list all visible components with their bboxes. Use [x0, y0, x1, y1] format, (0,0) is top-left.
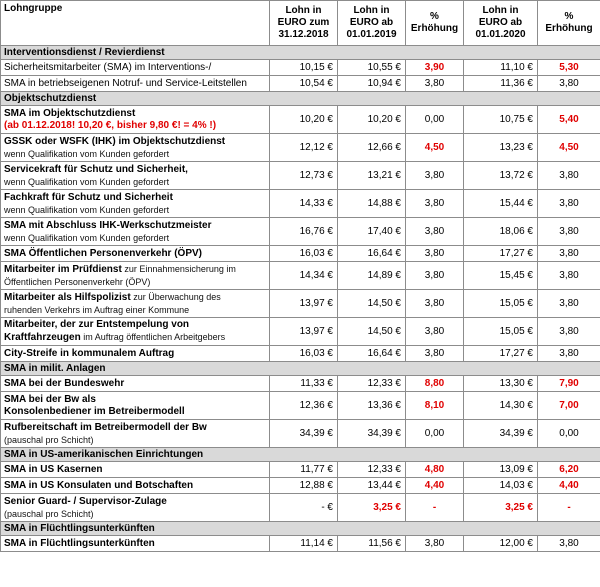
wage-2018-cell: 14,33 €	[270, 190, 338, 218]
wage-group-cell	[1, 478, 270, 494]
increase-2019-cell: 3,80	[406, 162, 464, 190]
wage-group-note: (pauschal pro Schicht)	[4, 508, 94, 519]
wage-2019-cell: 12,33 €	[338, 462, 406, 478]
wage-group-cell	[1, 190, 270, 218]
wage-2018-cell: 13,97 €	[270, 318, 338, 346]
wage-2018-cell: 34,39 €	[270, 420, 338, 448]
wage-group-label: Mitarbeiter als Hilfspolizist	[4, 292, 131, 303]
increase-2019-cell: -	[406, 494, 464, 522]
wage-2019-cell: 14,50 €	[338, 290, 406, 318]
table-row	[1, 478, 600, 494]
increase-2019-cell: 3,80	[406, 318, 464, 346]
increase-2020-cell: 5,30	[538, 60, 600, 76]
wage-group-cell	[1, 392, 270, 420]
wage-group-cell	[1, 262, 270, 290]
increase-2020-cell: 4,50	[538, 134, 600, 162]
wage-2019-cell: 13,21 €	[338, 162, 406, 190]
wage-group-label: SMA in US Kasernen	[4, 463, 103, 475]
section-header-row	[1, 362, 600, 376]
wage-2018-cell: 12,88 €	[270, 478, 338, 494]
wage-group-label: SMA mit Abschluss IHK-Werkschutzmeister	[4, 219, 212, 231]
wage-2020-cell: 18,06 €	[464, 218, 538, 246]
header-group: Lohngruppe	[1, 1, 270, 46]
increase-2020-cell: 3,80	[538, 318, 600, 346]
wage-2020-cell: 15,44 €	[464, 190, 538, 218]
wage-group-label: Senior Guard- / Supervisor-Zulage	[4, 495, 167, 507]
wage-2019-cell: 14,89 €	[338, 262, 406, 290]
section-label: Interventionsdienst / Revierdienst	[1, 46, 600, 60]
wage-2020-cell: 11,36 €	[464, 76, 538, 92]
wage-2020-cell: 13,09 €	[464, 462, 538, 478]
wage-group-note: wenn Qualifikation vom Kunden gefordert	[4, 176, 170, 187]
increase-2020-cell: 6,20	[538, 462, 600, 478]
wage-group-cell	[1, 162, 270, 190]
increase-2020-cell: 3,80	[538, 190, 600, 218]
header-increase-2019: % Erhöhung	[406, 1, 464, 46]
wage-group-label: City-Streife in kommunalem Auftrag	[4, 347, 175, 359]
wage-group-label: SMA in US Konsulaten und Botschaften	[4, 479, 194, 491]
wage-2018-cell: 10,54 €	[270, 76, 338, 92]
wage-group-label: SMA im Objektschutzdienst	[4, 107, 136, 119]
wage-2018-cell: 14,34 €	[270, 262, 338, 290]
wage-group-cell	[1, 218, 270, 246]
wage-group-label: Mitarbeiter im Prüfdienst	[4, 264, 122, 275]
table-row	[1, 60, 600, 76]
increase-2020-cell: 3,80	[538, 218, 600, 246]
wage-2019-cell: 14,88 €	[338, 190, 406, 218]
wage-2019-cell: 17,40 €	[338, 218, 406, 246]
wage-2020-cell: 15,05 €	[464, 318, 538, 346]
header-row	[1, 1, 600, 46]
wage-2020-cell: 14,30 €	[464, 392, 538, 420]
wage-2018-cell: 12,73 €	[270, 162, 338, 190]
wage-group-label: SMA bei der Bundeswehr	[4, 377, 125, 389]
increase-2019-cell: 3,90	[406, 60, 464, 76]
increase-2019-cell: 3,80	[406, 290, 464, 318]
wage-group-label: SMA Öffentlichen Personenverkehr (ÖPV)	[4, 247, 203, 259]
wage-group-line	[4, 263, 266, 276]
wage-group-label-cont: Konsolenbediener im Betreibermodell	[4, 405, 185, 417]
wage-group-note: wenn Qualifikation vom Kunden gefordert	[4, 148, 170, 159]
wage-group-cell	[1, 134, 270, 162]
wage-group-label: Rufbereitschaft im Betreibermodell der Bw	[4, 421, 207, 433]
increase-2019-cell: 3,80	[406, 346, 464, 362]
wage-2019-cell: 10,20 €	[338, 106, 406, 134]
wage-group-cell	[1, 536, 270, 552]
wage-group-note-cont: ruhenden Verkehrs im Auftrag einer Kommune	[4, 305, 190, 315]
wage-2019-cell: 16,64 €	[338, 246, 406, 262]
wage-group-line	[4, 291, 266, 304]
section-header-row	[1, 92, 600, 106]
increase-2019-cell: 3,80	[406, 246, 464, 262]
wage-2019-cell: 14,50 €	[338, 318, 406, 346]
wage-2020-cell: 17,27 €	[464, 246, 538, 262]
wage-group-label-cont: Kraftfahrzeugen	[4, 332, 81, 343]
wage-2018-cell: 12,12 €	[270, 134, 338, 162]
section-header-row	[1, 46, 600, 60]
table-row	[1, 134, 600, 162]
wage-group-label: Mitarbeiter, der zur Entstempelung von	[4, 319, 190, 330]
wage-2018-cell: 11,33 €	[270, 376, 338, 392]
wage-group-label: Servicekraft für Schutz und Sicherheit,	[4, 163, 188, 175]
wage-2019-cell: 13,44 €	[338, 478, 406, 494]
wage-2020-cell: 11,10 €	[464, 60, 538, 76]
wage-group-cell	[1, 76, 270, 92]
increase-2020-cell: 3,80	[538, 246, 600, 262]
table-row	[1, 162, 600, 190]
wage-2019-cell: 3,25 €	[338, 494, 406, 522]
wage-2020-cell: 13,30 €	[464, 376, 538, 392]
increase-2019-cell: 8,80	[406, 376, 464, 392]
wage-2020-cell: 13,72 €	[464, 162, 538, 190]
wage-2020-cell: 14,03 €	[464, 478, 538, 494]
wage-group-cell	[1, 420, 270, 448]
section-label: SMA in US-amerikanischen Einrichtungen	[1, 448, 600, 462]
increase-2020-cell: 3,80	[538, 76, 600, 92]
wage-group-label: SMA bei der Bw als	[4, 393, 96, 405]
table-row	[1, 106, 600, 134]
increase-2019-cell: 0,00	[406, 106, 464, 134]
increase-2020-cell: 3,80	[538, 290, 600, 318]
wage-2018-cell: 16,03 €	[270, 346, 338, 362]
table-row	[1, 376, 600, 392]
wage-group-cell	[1, 106, 270, 134]
increase-2020-cell: -	[538, 494, 600, 522]
wage-group-cell	[1, 60, 270, 76]
wage-group-label: SMA in Flüchtlingsunterkünften	[4, 537, 155, 549]
table-row	[1, 76, 600, 92]
increase-2019-cell: 8,10	[406, 392, 464, 420]
wage-group-note: (pauschal pro Schicht)	[4, 434, 94, 445]
increase-2019-cell: 3,80	[406, 536, 464, 552]
wage-group-cell	[1, 346, 270, 362]
wage-group-label: GSSK oder WSFK (IHK) im Objektschutzdienst	[4, 135, 226, 147]
wage-2018-cell: 16,03 €	[270, 246, 338, 262]
increase-2020-cell: 4,40	[538, 478, 600, 494]
wage-2018-cell: 10,15 €	[270, 60, 338, 76]
table-body	[1, 46, 600, 552]
header-increase-2020: % Erhöhung	[538, 1, 600, 46]
header-wage-2020: Lohn in EURO ab 01.01.2020	[464, 1, 538, 46]
wage-2019-cell: 11,56 €	[338, 536, 406, 552]
wage-2020-cell: 15,45 €	[464, 262, 538, 290]
table-row	[1, 290, 600, 318]
wage-2018-cell: 16,76 €	[270, 218, 338, 246]
increase-2020-cell: 0,00	[538, 420, 600, 448]
wage-group-note: im Auftrag öffentlichen Arbeitgebers	[80, 332, 226, 342]
wage-2020-cell: 34,39 €	[464, 420, 538, 448]
wage-group-cell	[1, 376, 270, 392]
increase-2019-cell: 0,00	[406, 420, 464, 448]
section-label: SMA in milit. Anlagen	[1, 362, 600, 376]
wage-2018-cell: 13,97 €	[270, 290, 338, 318]
increase-2020-cell: 3,80	[538, 536, 600, 552]
table-row	[1, 392, 600, 420]
increase-2019-cell: 3,80	[406, 218, 464, 246]
increase-2020-cell: 3,80	[538, 346, 600, 362]
wage-group-note: wenn Qualifikation vom Kunden gefordert	[4, 204, 170, 215]
increase-2019-cell: 4,50	[406, 134, 464, 162]
table-row	[1, 262, 600, 290]
wage-group-note: (ab 01.12.2018! 10,20 €, bisher 9,80 €! = 4% !)	[4, 119, 217, 131]
table-row	[1, 420, 600, 448]
wage-2018-cell: 12,36 €	[270, 392, 338, 420]
wage-2018-cell: - €	[270, 494, 338, 522]
wage-group-cell	[1, 318, 270, 346]
wage-2018-cell: 10,20 €	[270, 106, 338, 134]
wage-2019-cell: 34,39 €	[338, 420, 406, 448]
increase-2019-cell: 4,40	[406, 478, 464, 494]
wage-2019-cell: 13,36 €	[338, 392, 406, 420]
table-row	[1, 318, 600, 346]
wage-2019-cell: 12,66 €	[338, 134, 406, 162]
header-wage-2018: Lohn in EURO zum 31.12.2018	[270, 1, 338, 46]
wage-2020-cell: 3,25 €	[464, 494, 538, 522]
table-row	[1, 536, 600, 552]
header-wage-2019: Lohn in EURO ab 01.01.2019	[338, 1, 406, 46]
wage-group-label: SMA in betriebseigenen Notruf- und Service-Leitstellen	[4, 77, 247, 89]
table-row	[1, 494, 600, 522]
table-row	[1, 346, 600, 362]
wage-group-cell	[1, 462, 270, 478]
table-row	[1, 462, 600, 478]
table-row	[1, 218, 600, 246]
wage-2020-cell: 10,75 €	[464, 106, 538, 134]
wage-2018-cell: 11,14 €	[270, 536, 338, 552]
wage-group-label: Fachkraft für Schutz und Sicherheit	[4, 191, 173, 203]
wage-2018-cell: 11,77 €	[270, 462, 338, 478]
wage-2019-cell: 10,94 €	[338, 76, 406, 92]
wage-2020-cell: 17,27 €	[464, 346, 538, 362]
section-label: SMA in Flüchtlingsunterkünften	[1, 522, 600, 536]
increase-2020-cell: 3,80	[538, 162, 600, 190]
increase-2019-cell: 3,80	[406, 190, 464, 218]
wage-group-cell	[1, 246, 270, 262]
wage-2019-cell: 16,64 €	[338, 346, 406, 362]
wage-2020-cell: 12,00 €	[464, 536, 538, 552]
increase-2019-cell: 4,80	[406, 462, 464, 478]
wage-group-note: zur Überwachung des	[130, 292, 221, 302]
table-row	[1, 190, 600, 218]
wage-group-line	[4, 331, 266, 344]
wage-group-note: zur Einnahmensicherung im	[121, 264, 236, 274]
increase-2020-cell: 5,40	[538, 106, 600, 134]
wage-group-cell	[1, 494, 270, 522]
wage-2019-cell: 10,55 €	[338, 60, 406, 76]
wage-group-cell	[1, 290, 270, 318]
increase-2020-cell: 7,90	[538, 376, 600, 392]
increase-2020-cell: 7,00	[538, 392, 600, 420]
wage-group-note: wenn Qualifikation vom Kunden gefordert	[4, 232, 170, 243]
wage-2019-cell: 12,33 €	[338, 376, 406, 392]
wage-group-note-cont: Öffentlichen Personenverkehr (ÖPV)	[4, 277, 151, 287]
section-header-row	[1, 448, 600, 462]
wage-2020-cell: 13,23 €	[464, 134, 538, 162]
section-label: Objektschutzdienst	[1, 92, 600, 106]
wage-group-label: Sicherheitsmitarbeiter (SMA) im Interventions-/	[4, 61, 212, 73]
increase-2020-cell: 3,80	[538, 262, 600, 290]
section-header-row	[1, 522, 600, 536]
increase-2019-cell: 3,80	[406, 76, 464, 92]
table-row	[1, 246, 600, 262]
wage-2020-cell: 15,05 €	[464, 290, 538, 318]
increase-2019-cell: 3,80	[406, 262, 464, 290]
